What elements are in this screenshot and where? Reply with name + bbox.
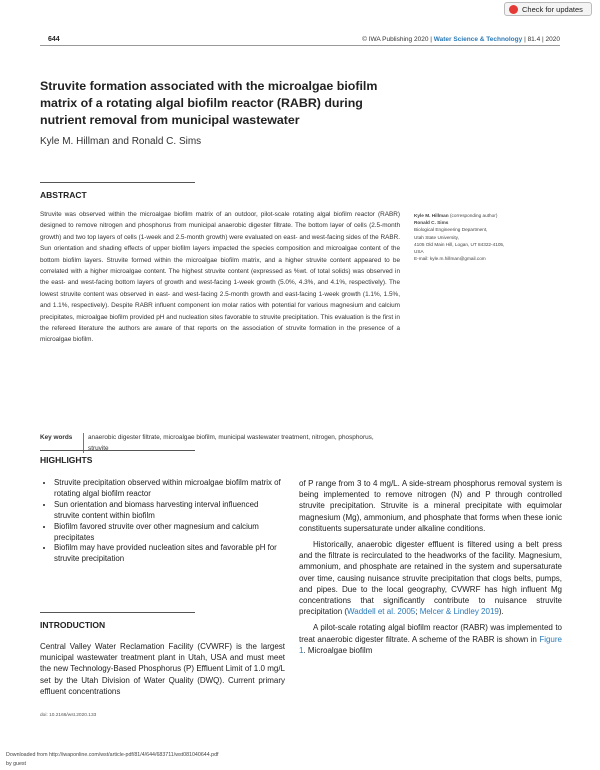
highlights-list xyxy=(40,478,285,565)
affiliation-university: Utah State University, xyxy=(414,234,459,240)
body-paragraph: of P range from 3 to 4 mg/L. A side-stream phosphorus removal system is being implemented to remove nitrogen (N) and P through controlled struvite precipitation. Struvite is a mineral precipitate with equimolar magnesium (Mg), ammonium, and phosphate that forms when these ionic constituents supersaturate under alkaline conditions. xyxy=(299,479,562,533)
paragraph-text: ). xyxy=(498,607,504,617)
header-separator: | xyxy=(524,36,528,43)
abstract-rule xyxy=(40,182,195,183)
abstract-heading: ABSTRACT xyxy=(40,190,87,200)
keywords-text: anaerobic digester filtrate, microalgae biofilm, municipal wastewater treatment, nitrogen, phosphorus, struvite xyxy=(88,434,374,453)
header-rule xyxy=(40,45,560,46)
highlight-item: • Biofilm may have provided nucleation sites and favorable pH for struvite precipitation xyxy=(54,543,285,565)
affiliation-dept: Biological Engineering Department, xyxy=(414,227,488,233)
highlight-item: • Biofilm favored struvite over other magnesium and calcium precipitates xyxy=(54,522,285,544)
crossmark-icon xyxy=(509,5,518,14)
figure-link[interactable]: Figure 1 xyxy=(299,634,562,655)
citation-link[interactable]: Melcer & Lindley 2019 xyxy=(419,607,499,617)
abstract-text: Struvite was observed within the microalgae biofilm matrix of an outdoor, pilot-scale rotating algal biofilm reactor (RABR) designed to remove nitrogen and phosphorus from municipal anaerobic digester filtrate. The bottom layer of cells (2.5-month growth) and two top layers of cells (1-week and 2.5-month growth) were evaluated on east- and west-facing sides of the RABR. Sun orientation and shading effects of upper biofilm layers impacted the species composition and microalgae content of the bottom biofilm layers. Struvite formed within the microalgae biofilm matrix, and a higher struvite content appeared to be correlated with a higher microalgae content. The highest struvite content (expressed as %wt. of total solids) was observed in the east- and west-facing bottom layers of growth and west-facing 1-week growth (5.0%, 4.3%, and 4.1%, respectively). The lowest struvite content was observed in east- and west-facing 2.5-month growth and east-facing 1-week growth (1.1%, 1.5%, and 1.1%, respectively). Despite RABR influent component ion molar ratios with potential for various magnesium and calcium precipitates, microalgae biofilm provided pH and nucleation sites favorable to struvite precipitation. This evaluation is the first in the refereed literature the authors are aware of that reports on the association of struvite formation in the presence of a microalgae biofilm. xyxy=(40,211,400,344)
highlights-rule xyxy=(40,450,195,451)
affiliation-address: 4105 Old Main Hill, Logan, UT 84322-4105, xyxy=(414,241,505,247)
doi[interactable]: doi: 10.2166/wst.2020.133 xyxy=(40,713,97,718)
article-authors: Kyle M. Hillman and Ronald C. Sims xyxy=(40,136,202,147)
paragraph-text: Historically, anaerobic digester effluent is filtered using a belt press and the filtrate is recirculated to the headworks of the facility. Magnesium, ammonium, and phosphate are retained in the system and supersaturate over time, causing nuisance struvite precipitation that clogs belts, pumps, and pipes. Due to the local geography, CVWRF has high influent Mg concentrations that significantly contribute to nuisance struvite precipitation ( xyxy=(299,540,562,617)
highlight-item: • Sun orientation and biomass harvesting interval influenced struvite content within biofilm xyxy=(54,500,285,522)
highlights-heading: HIGHLIGHTS xyxy=(40,455,93,465)
check-for-updates-button[interactable] xyxy=(504,2,592,16)
running-header xyxy=(362,36,560,43)
affiliation-country: USA xyxy=(414,249,424,255)
author-affiliation xyxy=(414,212,564,262)
header-separator: | xyxy=(542,36,546,43)
page-number: 644 xyxy=(48,36,60,43)
introduction-rule xyxy=(40,612,195,613)
author-name-2: Ronald C. Sims xyxy=(414,220,449,226)
corresponding-note: (corresponding author) xyxy=(448,213,498,218)
paragraph-text: A pilot-scale rotating algal biofilm reactor (RABR) was implemented to treat anaerobic digester filtrate. A scheme of the RABR is shown in xyxy=(299,623,562,644)
download-notice: Downloaded from http://iwaponline.com/wst/article-pdf/81/4/644/683711/wst081040644.pdf xyxy=(6,752,219,758)
header-separator: | xyxy=(430,36,434,43)
keywords-label: Key words xyxy=(40,434,73,441)
body-paragraph xyxy=(299,622,562,656)
volume-issue: 81.4 xyxy=(527,36,541,43)
check-updates-label: Check for updates xyxy=(522,4,583,14)
citation-link[interactable]: Waddell et al. 2005 xyxy=(347,607,416,617)
journal-name: Water Science & Technology xyxy=(433,36,523,43)
publisher: © IWA Publishing 2020 xyxy=(362,36,429,43)
paragraph-text: . Microalgae biofilm xyxy=(303,645,373,655)
download-by: by guest xyxy=(6,761,27,767)
citation-separator: ; xyxy=(415,607,420,617)
highlight-item: • Struvite precipitation observed within microalgae biofilm matrix of rotating algal biofilm reactor xyxy=(54,478,285,500)
author-email[interactable]: E-mail: kyle.m.hillman@gmail.com xyxy=(414,256,486,262)
introduction-text: Central Valley Water Reclamation Facility (CVWRF) is the largest municipal wastewater treatment plant in Utah, USA and must meet the new Technology-Based Phosphorus (P) Effluent Limit of 1.0 mg/L set by the Utah Division of Water Quality (DWQ). Current primary effluent concentrations xyxy=(40,642,285,696)
author-name-1: Kyle M. Hillman xyxy=(414,213,449,218)
introduction-heading: INTRODUCTION xyxy=(40,620,106,630)
body-right-column xyxy=(299,478,562,656)
body-paragraph xyxy=(299,539,562,617)
article-title: Struvite formation associated with the microalgae biofilm matrix of a rotating algal biofilm reactor (RABR) during nutrient removal from municipal wastewater xyxy=(40,79,378,127)
year: 2020 xyxy=(545,36,560,43)
abstract-body xyxy=(40,209,400,346)
